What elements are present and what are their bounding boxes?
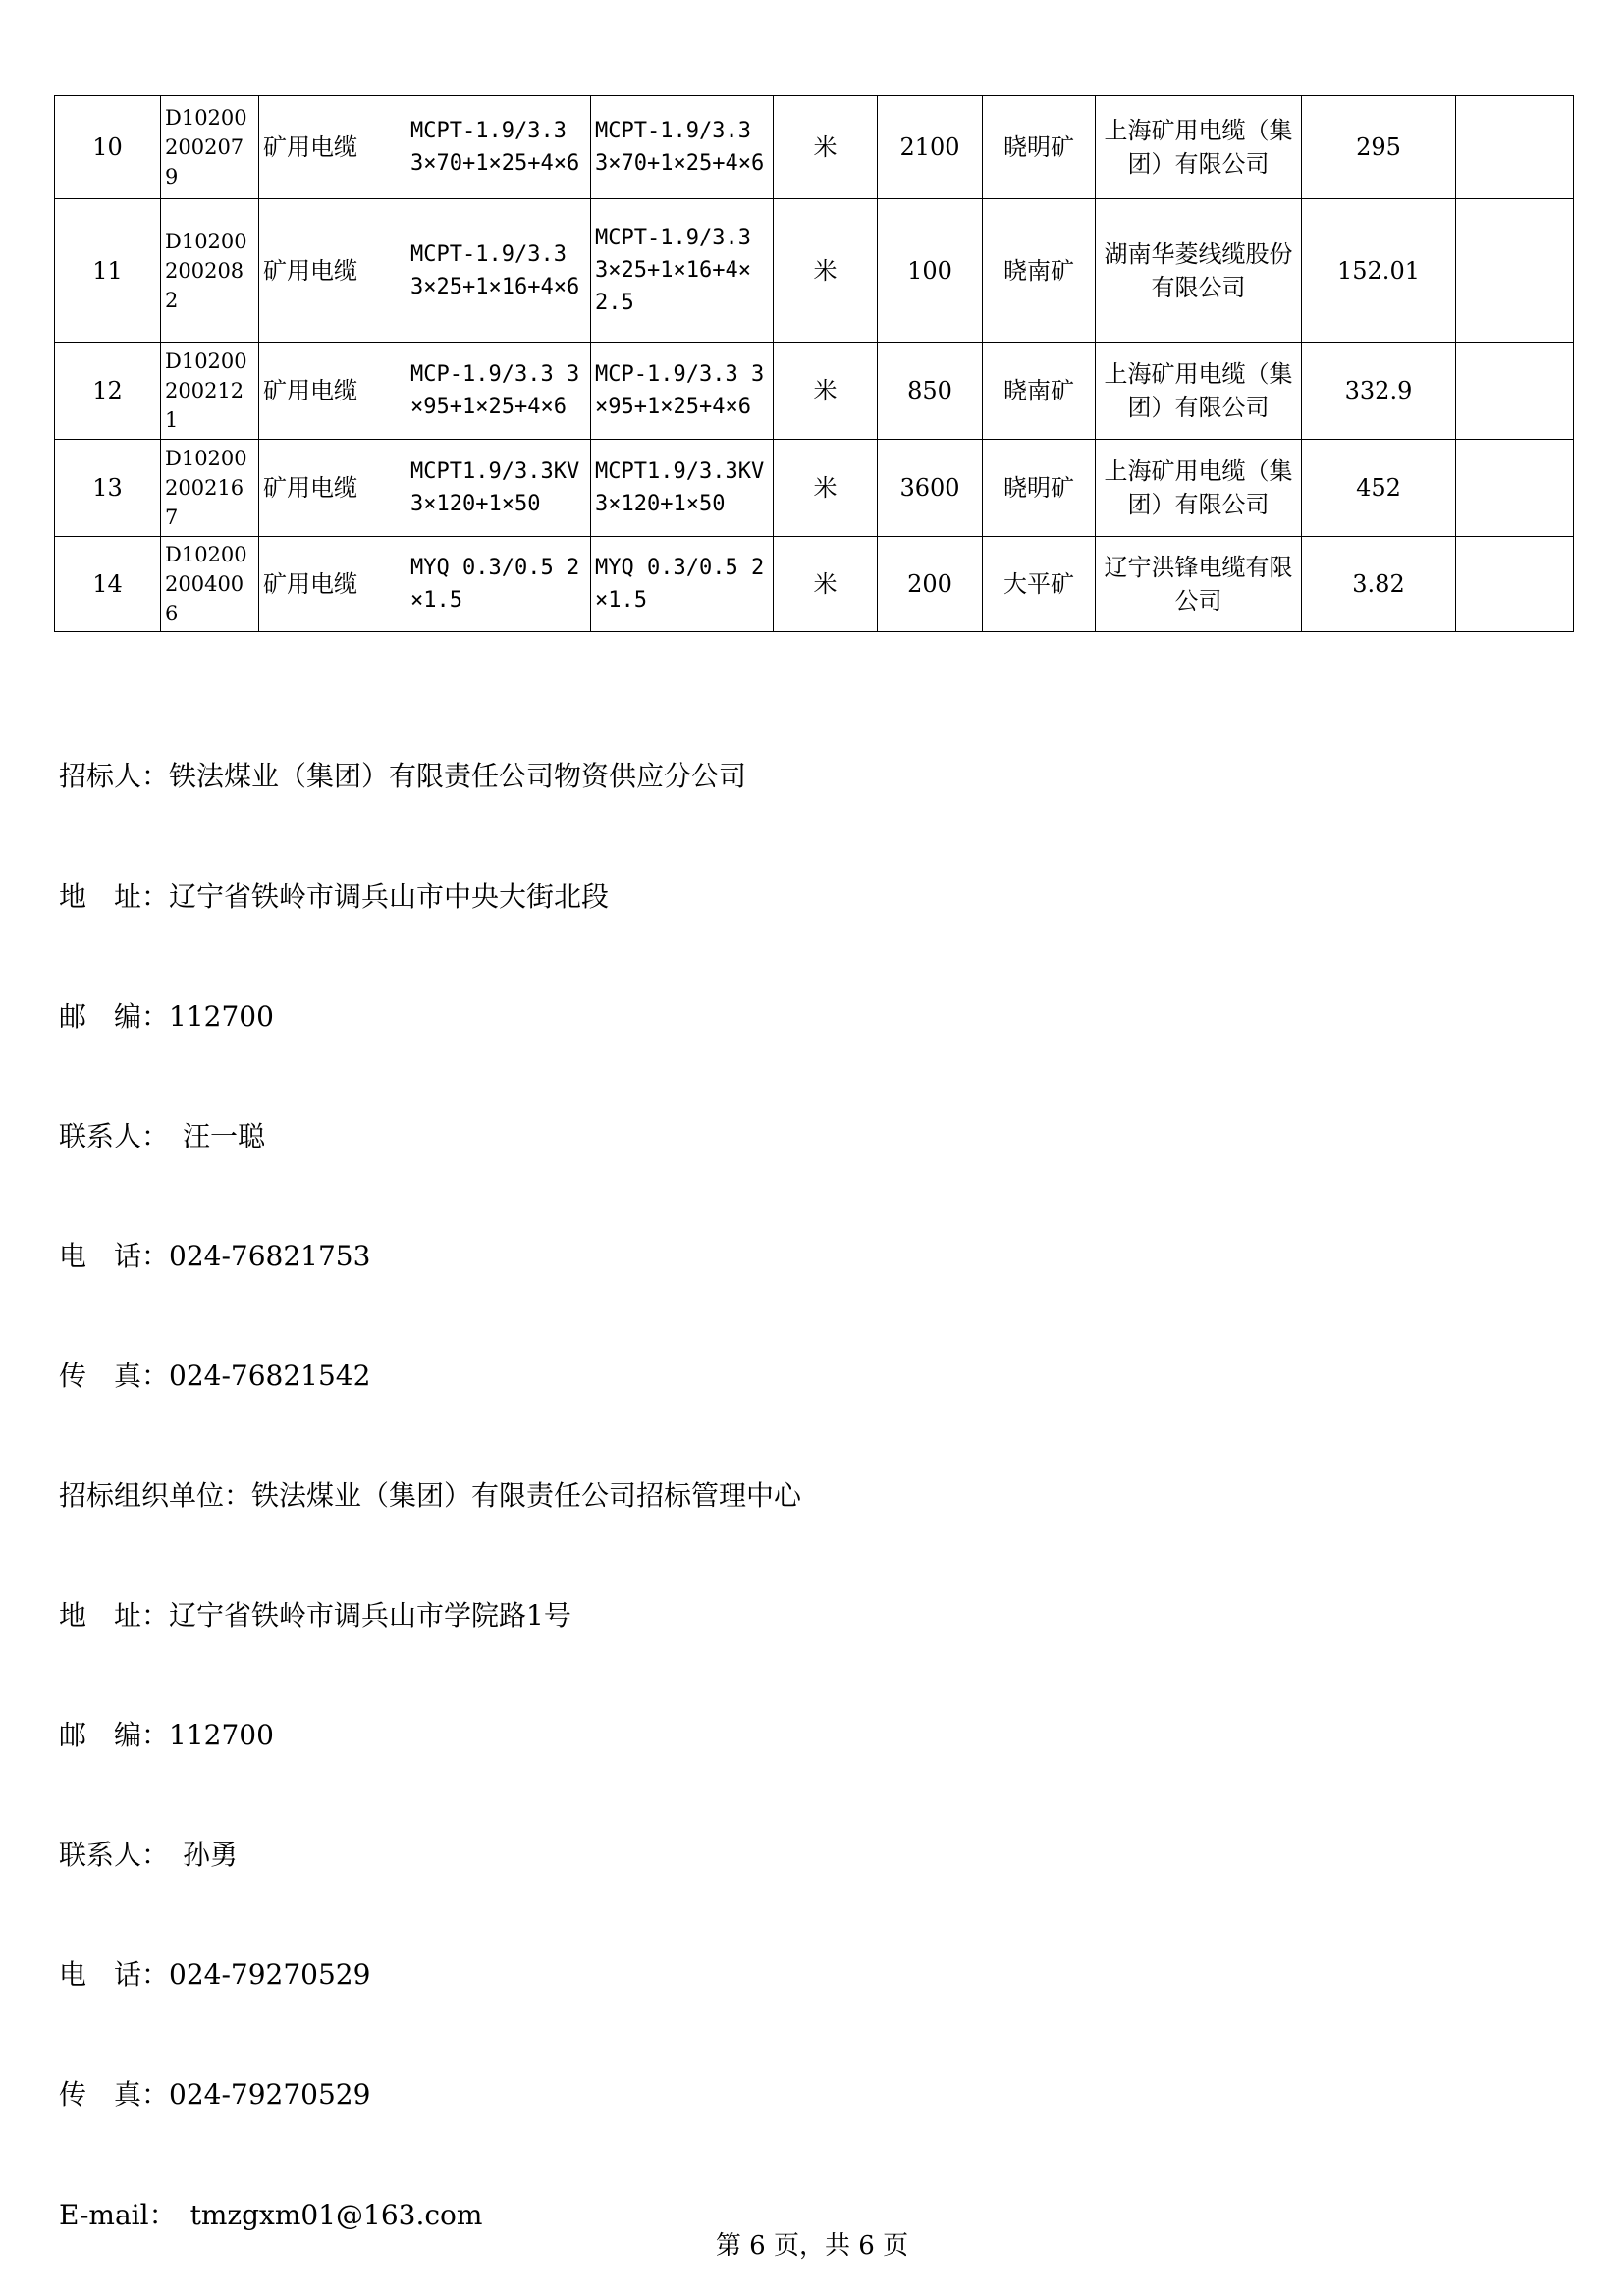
price-cell: 152.01 bbox=[1302, 199, 1456, 343]
item-name-cell: 矿用电缆 bbox=[259, 96, 406, 199]
note-cell bbox=[1456, 537, 1574, 632]
agency-name: 招标组织单位：铁法煤业（集团）有限责任公司招标管理中心 bbox=[59, 1478, 802, 1512]
mine-cell: 晓南矿 bbox=[983, 199, 1096, 343]
row-number-cell: 14 bbox=[55, 537, 161, 632]
procurement-table bbox=[54, 95, 1574, 632]
table-row bbox=[55, 440, 1574, 537]
note-cell bbox=[1456, 440, 1574, 537]
unit-cell: 米 bbox=[774, 96, 878, 199]
table-row bbox=[55, 96, 1574, 199]
mine-cell: 晓明矿 bbox=[983, 96, 1096, 199]
quantity-cell: 200 bbox=[878, 537, 983, 632]
item-name-cell: 矿用电缆 bbox=[259, 343, 406, 440]
unit-cell: 米 bbox=[774, 537, 878, 632]
table-row bbox=[55, 537, 1574, 632]
agency-address: 地 址：辽宁省铁岭市调兵山市学院路1号 bbox=[59, 1599, 571, 1632]
row-number-cell: 13 bbox=[55, 440, 161, 537]
tenderer-address: 地 址：辽宁省铁岭市调兵山市中央大街北段 bbox=[59, 880, 610, 913]
spec-offered-cell: MCPT1.9/3.3KV 3×120+1×50 bbox=[591, 440, 774, 537]
item-code-cell: D102002002121 bbox=[161, 343, 259, 440]
table-row bbox=[55, 343, 1574, 440]
tenderer-contact-person: 联系人： 汪一聪 bbox=[59, 1119, 266, 1152]
item-name-cell: 矿用电缆 bbox=[259, 199, 406, 343]
price-cell: 3.82 bbox=[1302, 537, 1456, 632]
unit-cell: 米 bbox=[774, 199, 878, 343]
spec-offered-cell: MYQ 0.3/0.5 2×1.5 bbox=[591, 537, 774, 632]
spec-offered-cell: MCPT-1.9/3.3 3×70+1×25+4×6 bbox=[591, 96, 774, 199]
quantity-cell: 100 bbox=[878, 199, 983, 343]
quantity-cell: 3600 bbox=[878, 440, 983, 537]
price-cell: 295 bbox=[1302, 96, 1456, 199]
mine-cell: 晓明矿 bbox=[983, 440, 1096, 537]
note-cell bbox=[1456, 199, 1574, 343]
item-code-cell: D102002002167 bbox=[161, 440, 259, 537]
item-code-cell: D102002004006 bbox=[161, 537, 259, 632]
row-number-cell: 10 bbox=[55, 96, 161, 199]
tenderer-postcode: 邮 编：112700 bbox=[59, 999, 274, 1033]
agency-contact-person: 联系人： 孙勇 bbox=[59, 1839, 239, 1872]
spec-offered-cell: MCP-1.9/3.3 3×95+1×25+4×6 bbox=[591, 343, 774, 440]
note-cell bbox=[1456, 343, 1574, 440]
mine-cell: 大平矿 bbox=[983, 537, 1096, 632]
quantity-cell: 850 bbox=[878, 343, 983, 440]
item-name-cell: 矿用电缆 bbox=[259, 440, 406, 537]
mine-cell: 晓南矿 bbox=[983, 343, 1096, 440]
unit-cell: 米 bbox=[774, 440, 878, 537]
supplier-cell: 辽宁洪锋电缆有限公司 bbox=[1096, 537, 1302, 632]
spec-requested-cell: MYQ 0.3/0.5 2×1.5 bbox=[406, 537, 591, 632]
spec-requested-cell: MCPT-1.9/3.3 3×70+1×25+4×6 bbox=[406, 96, 591, 199]
quantity-cell: 2100 bbox=[878, 96, 983, 199]
tenderer-name: 招标人：铁法煤业（集团）有限责任公司物资供应分公司 bbox=[59, 760, 747, 793]
contact-info bbox=[59, 677, 1237, 2275]
item-code-cell: D102002002079 bbox=[161, 96, 259, 199]
supplier-cell: 湖南华菱线缆股份有限公司 bbox=[1096, 199, 1302, 343]
agency-phone: 电 话：024-79270529 bbox=[59, 1958, 371, 1992]
unit-cell: 米 bbox=[774, 343, 878, 440]
spec-requested-cell: MCPT1.9/3.3KV 3×120+1×50 bbox=[406, 440, 591, 537]
supplier-cell: 上海矿用电缆（集团）有限公司 bbox=[1096, 440, 1302, 537]
note-cell bbox=[1456, 96, 1574, 199]
price-cell: 452 bbox=[1302, 440, 1456, 537]
supplier-cell: 上海矿用电缆（集团）有限公司 bbox=[1096, 96, 1302, 199]
agency-fax: 传 真：024-79270529 bbox=[59, 2078, 371, 2111]
supplier-cell: 上海矿用电缆（集团）有限公司 bbox=[1096, 343, 1302, 440]
agency-email: E-mail： tmzgxm01@163.com bbox=[59, 2198, 483, 2231]
table-body bbox=[55, 96, 1574, 632]
item-code-cell: D102002002082 bbox=[161, 199, 259, 343]
spec-requested-cell: MCPT-1.9/3.3 3×25+1×16+4×6 bbox=[406, 199, 591, 343]
spec-offered-cell: MCPT-1.9/3.3 3×25+1×16+4×2.5 bbox=[591, 199, 774, 343]
price-cell: 332.9 bbox=[1302, 343, 1456, 440]
spec-requested-cell: MCP-1.9/3.3 3×95+1×25+4×6 bbox=[406, 343, 591, 440]
row-number-cell: 12 bbox=[55, 343, 161, 440]
tenderer-phone: 电 话：024-76821753 bbox=[59, 1239, 371, 1272]
agency-postcode: 邮 编：112700 bbox=[59, 1719, 274, 1752]
tenderer-fax: 传 真：024-76821542 bbox=[59, 1359, 371, 1392]
item-name-cell: 矿用电缆 bbox=[259, 537, 406, 632]
page-footer: 第 6 页，共 6 页 bbox=[715, 2231, 909, 2261]
table-row bbox=[55, 199, 1574, 343]
row-number-cell: 11 bbox=[55, 199, 161, 343]
